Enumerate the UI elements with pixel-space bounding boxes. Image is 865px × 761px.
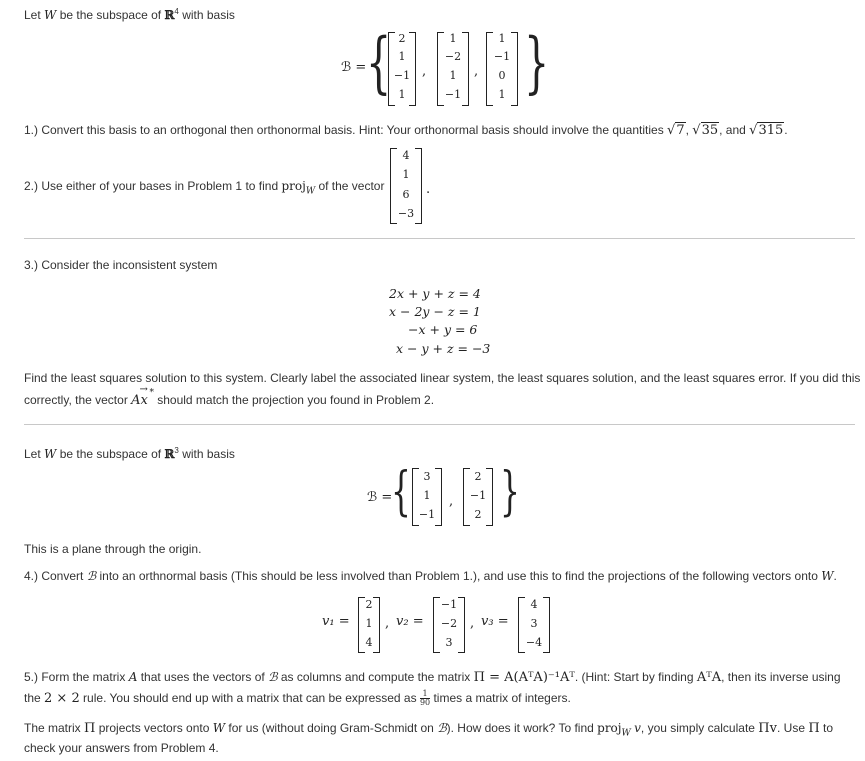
problem2-vector: 4 1 6 −3 xyxy=(390,148,422,224)
closing-line2: check your answers from Problem 4. xyxy=(24,741,219,755)
problem-4: 4.) Convert ℬ into an orthnormal basis (This should be less involved than Problem 1.), and use this to find the projections of the following vectors onto W. xyxy=(24,569,837,583)
equation-2: x − 2y − z = 1 xyxy=(389,304,481,319)
problem-3-intro: 3.) Consider the inconsistent system xyxy=(24,258,218,272)
divider-2 xyxy=(24,424,855,425)
equation-4: x − y + z = −3 xyxy=(396,341,491,356)
plane-text: This is a plane through the origin. xyxy=(24,542,202,556)
basis-vector-2: 1 −2 1 −1 xyxy=(437,32,469,106)
problem-1: 1.) Convert this basis to an orthogonal then orthonormal basis. Hint: Your orthonormal basis should involve the quantities √7, √35, and √315. xyxy=(24,123,788,138)
pi-formula: Π = A(AᵀA)⁻¹Aᵀ xyxy=(473,670,575,685)
right-brace: } xyxy=(524,24,550,101)
problem-3-text-line1: Find the least squares solution to this system. Clearly label the associated linear system, the least squares solution, and the least squares error. If you did this xyxy=(24,371,861,385)
section1-intro: Let W be the subspace of ℝ$^4$ with basis xyxy=(24,7,235,22)
section2-intro: Let W be the subspace of ℝ$^3$ with basis xyxy=(24,446,235,461)
equation-3: −x + y = 6 xyxy=(408,322,478,337)
equation-1: 2x + y + z = 4 xyxy=(389,286,481,301)
v1-label: v₁ = xyxy=(322,614,350,629)
v1-vector: 2 1 4 xyxy=(358,597,380,653)
left-brace: { xyxy=(366,24,392,101)
W-symbol: W xyxy=(44,8,57,22)
fraction-one-ninetieth: $\frac{1}{90}$ xyxy=(419,689,431,708)
problem-5-line2: the 2 × 2 rule. You should end up with a matrix that can be expressed as $\frac{1}{90}$ times a matrix of integers. xyxy=(24,689,571,708)
proj-operator: proj xyxy=(281,179,306,193)
v2-label: v₂ = xyxy=(396,614,424,629)
v3-label: v₃ = xyxy=(481,614,509,629)
basis-vector-1: 2 1 −1 1 xyxy=(388,32,416,106)
v3-vector: 4 3 −4 xyxy=(518,597,550,653)
right-brace-2: } xyxy=(500,462,520,522)
problem-3-text-line2: correctly, the vector Ax → * should match the projection you found in Problem 2. xyxy=(24,384,435,408)
problem-5-line1: 5.) Form the matrix A that uses the vectors of ℬ as columns and compute the matrix Π = A(AᵀA)⁻¹Aᵀ. (Hint: Start by finding AᵀA, then its inverse using xyxy=(24,670,841,685)
v2-vector: −1 −2 3 xyxy=(433,597,465,653)
divider-1 xyxy=(24,238,855,239)
basis2-vector-2: 2 −1 2 xyxy=(463,468,493,526)
basis-label: ℬ = xyxy=(341,60,367,75)
basis2-vector-1: 3 1 −1 xyxy=(412,468,442,526)
problem-2: 2.) Use either of your bases in Problem 1 to find proj$_W$ of the vector xyxy=(24,179,385,197)
closing-line1: The matrix Π projects vectors onto W for us (without doing Gram-Schmidt on ℬ). How does it work? To find proj$_W$ v, you simply calculate Πv. Use Π to xyxy=(24,721,834,739)
left-brace-2: { xyxy=(391,462,411,522)
basis-vector-3: 1 −1 0 1 xyxy=(486,32,518,106)
basis-label-2: ℬ = xyxy=(367,490,393,505)
